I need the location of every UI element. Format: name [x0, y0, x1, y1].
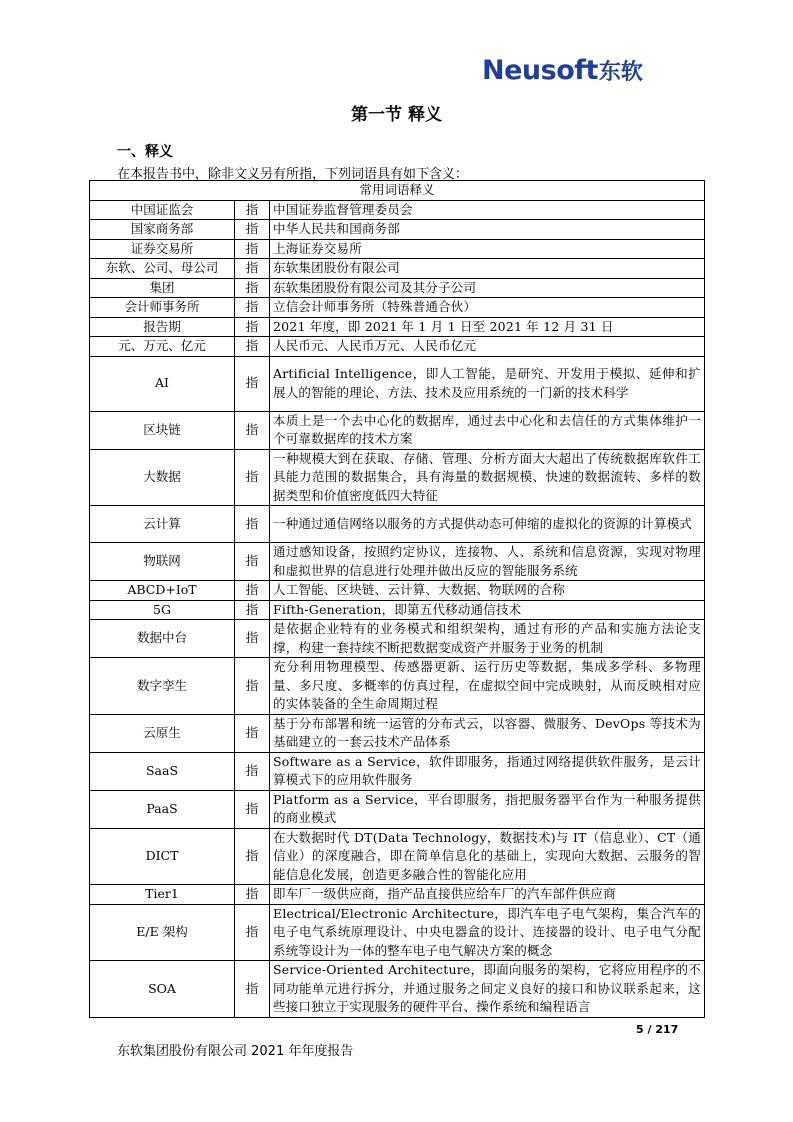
desc-cell: Fifth-Generation，即第五代移动通信技术 [270, 600, 705, 620]
logo-text-cn: 东软 [598, 59, 643, 85]
term-cell: 云计算 [90, 506, 235, 543]
zhi-cell: 指 [235, 298, 270, 318]
term-cell: PaaS [90, 790, 235, 828]
zhi-cell: 指 [235, 658, 270, 715]
term-cell: 会计师事务所 [90, 298, 235, 318]
table-row [90, 904, 705, 961]
table-row [90, 714, 705, 752]
table-row [90, 828, 705, 885]
zhi-cell: 指 [235, 714, 270, 752]
desc-cell: 人工智能、区块链、云计算、大数据、物联网的合称 [270, 581, 705, 601]
zhi-cell: 指 [235, 506, 270, 543]
term-cell: 国家商务部 [90, 220, 235, 240]
zhi-cell: 指 [235, 752, 270, 790]
zhi-cell: 指 [235, 828, 270, 885]
zhi-cell: 指 [235, 581, 270, 601]
page-number: 5 / 217 [636, 1023, 679, 1036]
zhi-cell: 指 [235, 411, 270, 449]
term-cell: 报告期 [90, 317, 235, 337]
zhi-cell: 指 [235, 337, 270, 357]
table-caption: 常用词语释义 [90, 181, 705, 201]
zhi-cell: 指 [235, 278, 270, 298]
term-cell: E/E 架构 [90, 904, 235, 961]
term-cell: 区块链 [90, 411, 235, 449]
table-row [90, 600, 705, 620]
term-cell: AI [90, 356, 235, 411]
intro-text: 在本报告书中，除非文义另有所指，下列词语具有如下含义： [117, 167, 469, 182]
table-row [90, 885, 705, 905]
zhi-cell: 指 [235, 961, 270, 1018]
term-cell: 集团 [90, 278, 235, 298]
table-row [90, 337, 705, 357]
term-cell: Tier1 [90, 885, 235, 905]
table-row [90, 220, 705, 240]
desc-cell: 本质上是一个去中心化的数据库，通过去中心化和去信任的方式集体维护一个可靠数据库的技术方案 [270, 411, 705, 449]
table-caption-row [90, 181, 705, 201]
definitions-table [89, 180, 705, 1018]
term-cell: 物联网 [90, 543, 235, 581]
term-cell: 东软、公司、母公司 [90, 259, 235, 279]
table-row [90, 411, 705, 449]
zhi-cell: 指 [235, 620, 270, 658]
zhi-cell: 指 [235, 600, 270, 620]
desc-cell: 立信会计师事务所（特殊普通合伙） [270, 298, 705, 318]
zhi-cell: 指 [235, 259, 270, 279]
desc-cell: Software as a Service，软件即服务，指通过网络提供软件服务，是云计算模式下的应用软件服务 [270, 752, 705, 790]
table-row [90, 317, 705, 337]
desc-cell: 即车厂一级供应商，指产品直接供应给车厂的汽车部件供应商 [270, 885, 705, 905]
table-row [90, 239, 705, 259]
desc-cell: 基于分布部署和统一运管的分布式云，以容器、微服务、DevOps 等技术为基础建立的一套云技术产品体系 [270, 714, 705, 752]
table-row [90, 961, 705, 1018]
zhi-cell: 指 [235, 790, 270, 828]
term-cell: 5G [90, 600, 235, 620]
table-row [90, 506, 705, 543]
table-row [90, 752, 705, 790]
zhi-cell: 指 [235, 543, 270, 581]
table-row [90, 356, 705, 411]
table-row [90, 200, 705, 220]
table-row [90, 790, 705, 828]
desc-cell: 东软集团股份有限公司及其分子公司 [270, 278, 705, 298]
table-body [90, 200, 705, 1017]
zhi-cell: 指 [235, 239, 270, 259]
desc-cell: Platform as a Service，平台即服务，指把服务器平台作为一种服务提供的商业模式 [270, 790, 705, 828]
table-row [90, 658, 705, 715]
neusoft-logo [482, 54, 643, 86]
desc-cell: 充分利用物理模型、传感器更新、运行历史等数据，集成多学科、多物理量、多尺度、多概率的仿真过程，在虚拟空间中完成映射，从而反映相对应的实体装备的全生命周期过程 [270, 658, 705, 715]
term-cell: 大数据 [90, 449, 235, 506]
desc-cell: Service-Oriented Architecture，即面向服务的架构，它将应用程序的不同功能单元进行拆分，并通过服务之间定义良好的接口和协议联系起来，这些接口独立于实现服务的硬件平台、操作系统和编程语言 [270, 961, 705, 1018]
zhi-cell: 指 [235, 885, 270, 905]
term-cell: DICT [90, 828, 235, 885]
zhi-cell: 指 [235, 904, 270, 961]
term-cell: 数据中台 [90, 620, 235, 658]
section-title: 第一节 释义 [351, 105, 442, 125]
desc-cell: 是依据企业特有的业务模式和组织架构，通过有形的产品和实施方法论支撑，构建一套持续不断把数据变成资产并服务于业务的机制 [270, 620, 705, 658]
zhi-cell: 指 [235, 356, 270, 411]
footer-text: 东软集团股份有限公司 2021 年年度报告 [117, 1044, 354, 1059]
desc-cell: 一种规模大到在获取、存储、管理、分析方面大大超出了传统数据库软件工具能力范围的数据集合，具有海量的数据规模、快速的数据流转、多样的数据类型和价值密度低四大特征 [270, 449, 705, 506]
term-cell: 中国证监会 [90, 200, 235, 220]
desc-cell: 一种通过通信网络以服务的方式提供动态可伸缩的虚拟化的资源的计算模式 [270, 506, 705, 543]
table-row [90, 259, 705, 279]
desc-cell: 在大数据时代 DT(Data Technology，数据技术)与 IT（信息业）、CT（通信业）的深度融合，即在简单信息化的基础上，实现向大数据、云服务的智能信息化发展，创造更多融合性的智能化应用 [270, 828, 705, 885]
desc-cell: 中国证券监督管理委员会 [270, 200, 705, 220]
zhi-cell: 指 [235, 317, 270, 337]
term-cell: SOA [90, 961, 235, 1018]
desc-cell: 2021 年度，即 2021 年 1 月 1 日至 2021 年 12 月 31 日 [270, 317, 705, 337]
term-cell: 数字孪生 [90, 658, 235, 715]
desc-cell: Electrical/Electronic Architecture，即汽车电子电气架构，集合汽车的电子电气系统原理设计、中央电器盒的设计、连接器的设计、电子电气分配系统等设计为一体的整车电子电气解决方案的概念 [270, 904, 705, 961]
table-row [90, 620, 705, 658]
table-row [90, 278, 705, 298]
term-cell: 云原生 [90, 714, 235, 752]
zhi-cell: 指 [235, 200, 270, 220]
logo-text-en: Neusoft [482, 54, 598, 86]
desc-cell: Artificial Intelligence，即人工智能，是研究、开发用于模拟、延伸和扩展人的智能的理论、方法、技术及应用系统的一门新的技术科学 [270, 356, 705, 411]
desc-cell: 东软集团股份有限公司 [270, 259, 705, 279]
sub-title: 一、释义 [117, 144, 173, 160]
zhi-cell: 指 [235, 220, 270, 240]
term-cell: 证券交易所 [90, 239, 235, 259]
desc-cell: 通过感知设备，按照约定协议，连接物、人、系统和信息资源，实现对物理和虚拟世界的信息进行处理并做出反应的智能服务系统 [270, 543, 705, 581]
table-row [90, 298, 705, 318]
desc-cell: 中华人民共和国商务部 [270, 220, 705, 240]
desc-cell: 上海证券交易所 [270, 239, 705, 259]
zhi-cell: 指 [235, 449, 270, 506]
term-cell: ABCD+IoT [90, 581, 235, 601]
table-row [90, 449, 705, 506]
desc-cell: 人民币元、人民币万元、人民币亿元 [270, 337, 705, 357]
table-row [90, 543, 705, 581]
term-cell: 元、万元、亿元 [90, 337, 235, 357]
table-row [90, 581, 705, 601]
term-cell: SaaS [90, 752, 235, 790]
